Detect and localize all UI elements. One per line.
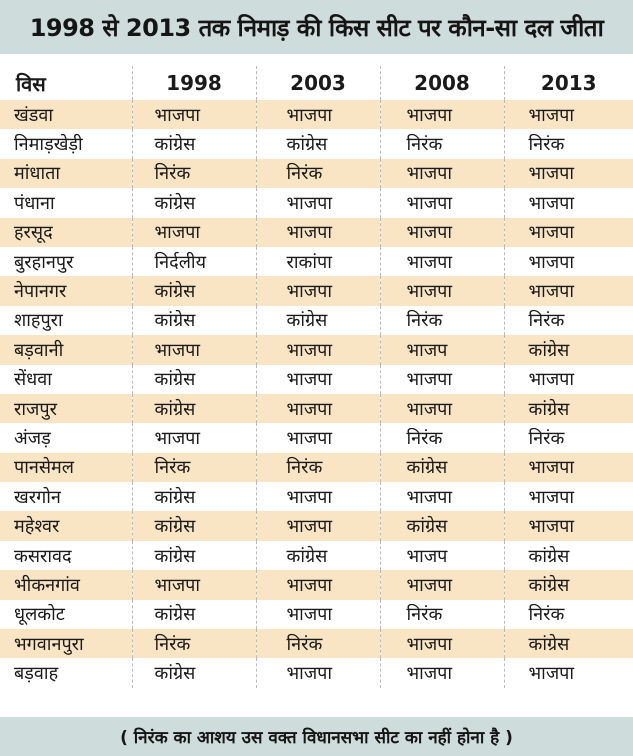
result-1998: कांग्रेस — [132, 394, 256, 423]
results-table — [0, 66, 633, 688]
table-row — [0, 453, 633, 482]
table-row — [0, 276, 633, 305]
result-2013: कांग्रेस — [504, 541, 633, 570]
result-2013: निरंक — [504, 423, 633, 452]
table-row — [0, 629, 633, 658]
header-2003: 2003 — [256, 66, 380, 100]
seat-name: नेपानगर — [0, 276, 132, 305]
result-2008: कांग्रेस — [380, 453, 504, 482]
result-2008: भाजपा — [380, 658, 504, 687]
table-row — [0, 335, 633, 364]
result-1998: कांग्रेस — [132, 306, 256, 335]
result-2003: भाजपा — [256, 600, 380, 629]
result-1998: कांग्रेस — [132, 188, 256, 217]
result-1998: निर्दलीय — [132, 247, 256, 276]
seat-name: भगवानपुरा — [0, 629, 132, 658]
result-2008: भाजपा — [380, 218, 504, 247]
seat-name: सेंधवा — [14, 369, 52, 391]
result-2013: भाजपा — [504, 511, 633, 540]
result-2008: भाजप — [380, 335, 504, 364]
result-2013: कांग्रेस — [504, 335, 633, 364]
seat-name: खंडवा — [0, 100, 132, 129]
result-2003: निरंक — [256, 159, 380, 188]
seat-name: पंधाना — [14, 192, 55, 214]
result-2008: भाजपा — [380, 159, 504, 188]
table-row — [0, 600, 633, 629]
table-row — [0, 218, 633, 247]
result-2003: भाजपा — [256, 276, 380, 305]
result-2003: भाजपा — [256, 482, 380, 511]
result-2013: भाजपा — [504, 159, 633, 188]
result-1998: कांग्रेस — [132, 365, 256, 394]
result-2003: कांग्रेस — [256, 541, 380, 570]
result-1998: निरंक — [132, 159, 256, 188]
table-row — [0, 658, 633, 687]
result-2008: निरंक — [380, 423, 504, 452]
result-2008: भाजपा — [380, 394, 504, 423]
result-2008: भाजपा — [380, 100, 504, 129]
result-1998: कांग्रेस — [132, 658, 256, 687]
result-2003: निरंक — [256, 629, 380, 658]
result-2013: कांग्रेस — [504, 394, 633, 423]
result-1998: कांग्रेस — [132, 482, 256, 511]
result-2013: भाजपा — [504, 453, 633, 482]
result-2013: भाजपा — [504, 658, 633, 687]
result-2013: भाजपा — [504, 247, 633, 276]
table-row — [0, 394, 633, 423]
result-2003: भाजपा — [256, 100, 380, 129]
result-2003: निरंक — [256, 453, 380, 482]
table-row — [0, 100, 633, 129]
result-2003: भाजपा — [256, 365, 380, 394]
result-2013: भाजपा — [504, 365, 633, 394]
result-1998: कांग्रेस — [132, 129, 256, 158]
table-row — [0, 482, 633, 511]
table-row — [0, 423, 633, 452]
result-2013: निरंक — [504, 600, 633, 629]
header-2008: 2008 — [380, 66, 504, 100]
table-row — [0, 306, 633, 335]
result-2003: राकांपा — [256, 247, 380, 276]
table-row — [0, 365, 633, 394]
table-row — [0, 129, 633, 158]
seat-name: बड़वानी — [0, 335, 132, 364]
seat-name: खरगोन — [14, 486, 61, 508]
result-2013: भाजपा — [504, 100, 633, 129]
result-2013: भाजपा — [504, 188, 633, 217]
result-2013: भाजपा — [504, 276, 633, 305]
table-row — [0, 159, 633, 188]
table-body — [0, 100, 633, 688]
result-2008: निरंक — [380, 129, 504, 158]
result-1998: भाजपा — [132, 218, 256, 247]
result-2003: भाजपा — [256, 423, 380, 452]
seat-name: हरसूद — [0, 218, 132, 247]
result-2008: भाजपा — [380, 188, 504, 217]
result-2003: भाजपा — [256, 570, 380, 599]
result-1998: कांग्रेस — [132, 276, 256, 305]
result-1998: कांग्रेस — [132, 600, 256, 629]
result-2003: भाजपा — [256, 335, 380, 364]
result-2008: कांग्रेस — [380, 511, 504, 540]
result-1998: भाजपा — [132, 423, 256, 452]
result-2008: भाजप — [380, 541, 504, 570]
table-row — [0, 570, 633, 599]
header-row — [0, 66, 633, 100]
seat-name: महेश्वर — [0, 511, 132, 540]
seat-name: मांधाता — [0, 159, 132, 188]
result-2003: भाजपा — [256, 511, 380, 540]
header-1998: 1998 — [132, 66, 256, 100]
result-2013: भाजपा — [504, 218, 633, 247]
result-1998: कांग्रेस — [132, 541, 256, 570]
result-2013: निरंक — [504, 129, 633, 158]
result-2013: कांग्रेस — [504, 570, 633, 599]
result-2003: कांग्रेस — [256, 129, 380, 158]
header-2013: 2013 — [504, 66, 633, 100]
seat-name: धूलकोट — [14, 604, 65, 626]
footnote: ( निरंक का आशय उस वक्त विधानसभा सीट का नहीं होना है ) — [0, 717, 633, 756]
seat-name: पानसेमल — [0, 453, 132, 482]
result-1998: निरंक — [132, 453, 256, 482]
page-title: 1998 से 2013 तक निमाड़ की किस सीट पर कौन-सा दल जीता — [0, 0, 633, 54]
table-row — [0, 188, 633, 217]
seat-name: कसरावद — [14, 545, 72, 567]
result-1998: भाजपा — [132, 100, 256, 129]
result-2008: भाजपा — [380, 276, 504, 305]
result-1998: निरंक — [132, 629, 256, 658]
result-1998: भाजपा — [132, 335, 256, 364]
seat-name: शाहपुरा — [14, 310, 63, 332]
result-2008: भाजपा — [380, 570, 504, 599]
result-2008: निरंक — [380, 600, 504, 629]
seat-name: बड़वाह — [14, 663, 59, 685]
result-1998: कांग्रेस — [132, 511, 256, 540]
seat-name: निमाड़खेड़ी — [14, 134, 83, 156]
seat-name: अंजड़ — [14, 427, 51, 449]
result-2008: भाजपा — [380, 247, 504, 276]
result-1998: भाजपा — [132, 570, 256, 599]
seat-name: भीकनगांव — [0, 570, 132, 599]
result-2003: भाजपा — [256, 658, 380, 687]
result-2013: निरंक — [504, 306, 633, 335]
header-seat: विस — [16, 71, 46, 96]
table-row — [0, 511, 633, 540]
result-2003: भाजपा — [256, 394, 380, 423]
seat-name: राजपुर — [0, 394, 132, 423]
result-2008: भाजपा — [380, 365, 504, 394]
table-row — [0, 541, 633, 570]
table-row — [0, 247, 633, 276]
result-2008: भाजपा — [380, 629, 504, 658]
result-2003: भाजपा — [256, 188, 380, 217]
seat-name: बुरहानपुर — [14, 251, 74, 273]
result-2003: भाजपा — [256, 218, 380, 247]
result-2013: कांग्रेस — [504, 629, 633, 658]
result-2008: भाजपा — [380, 482, 504, 511]
result-2013: भाजपा — [504, 482, 633, 511]
result-2003: कांग्रेस — [256, 306, 380, 335]
result-2008: निरंक — [380, 306, 504, 335]
